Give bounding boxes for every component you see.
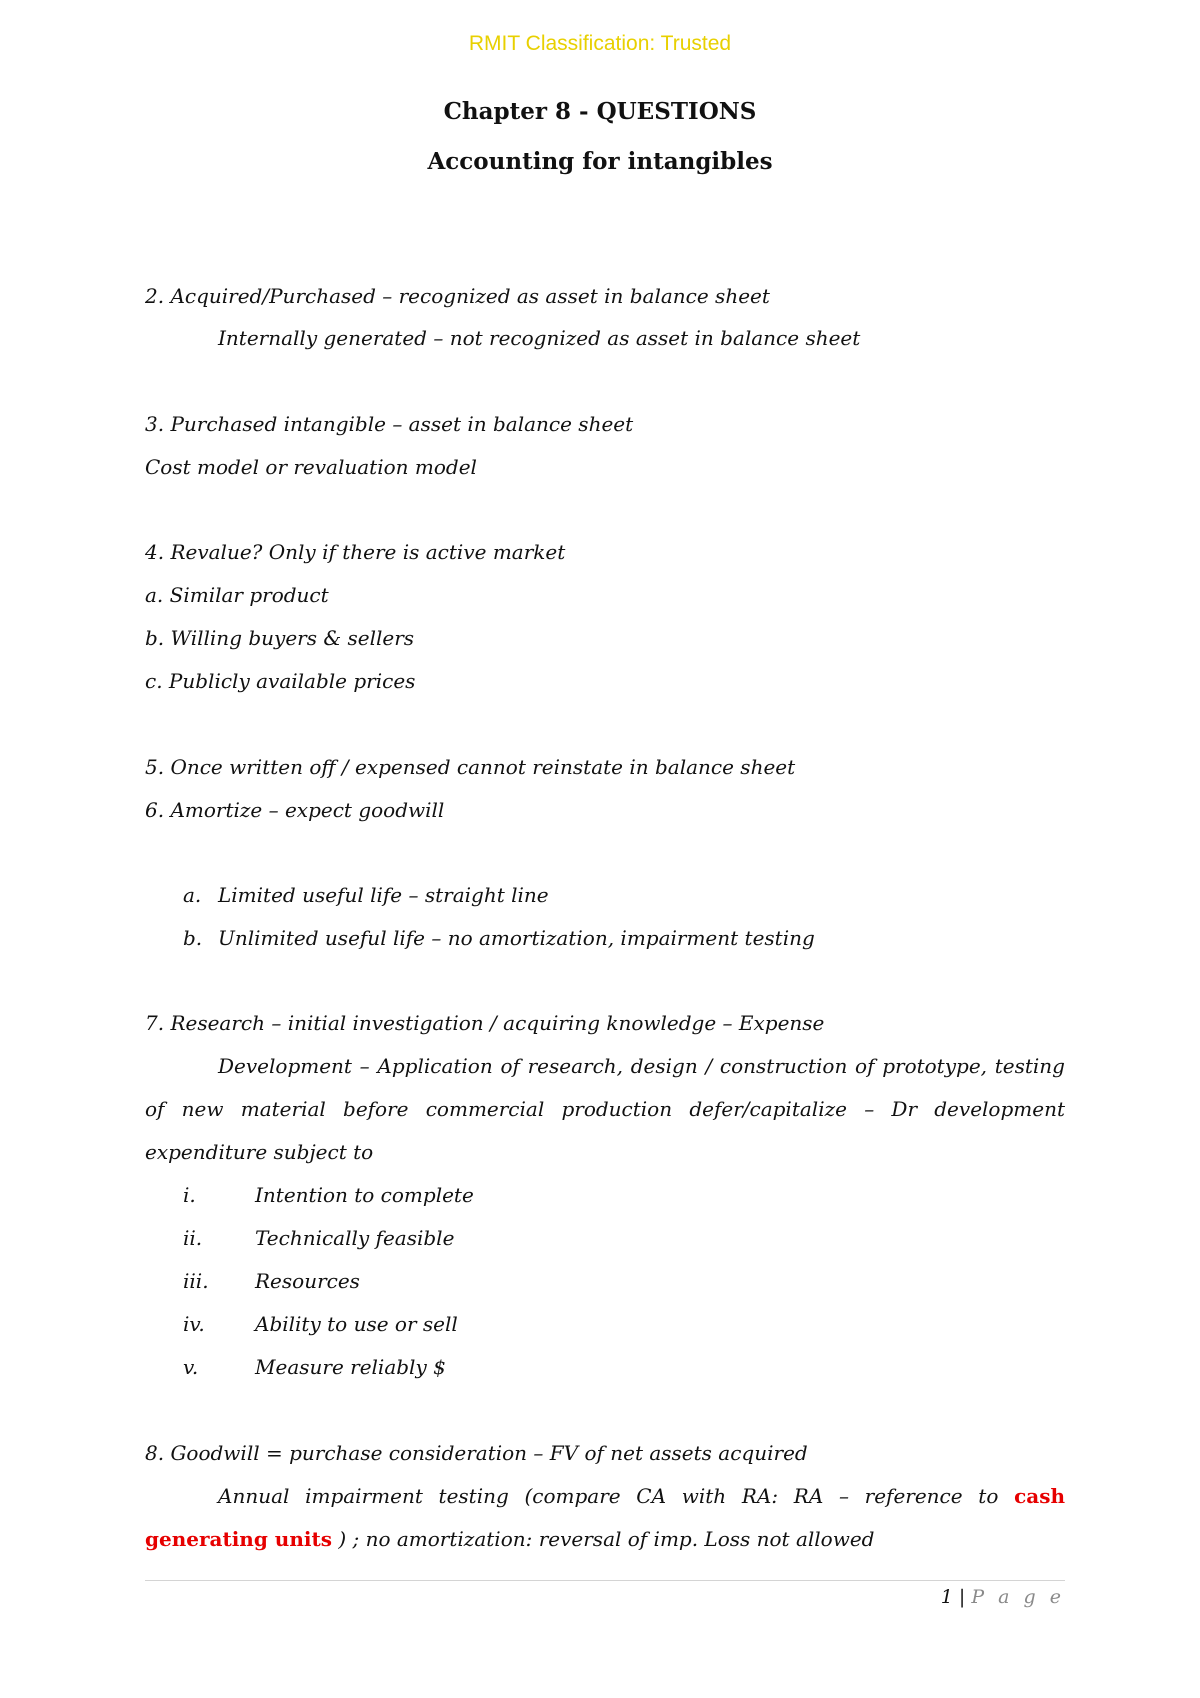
- q8-line1: 8. Goodwill = purchase consideration – FV of net assets acquired: [145, 1441, 808, 1465]
- q2-line2: Internally generated – not recognized as asset in balance sheet: [218, 326, 861, 350]
- q7-item-iii-marker: iii.: [183, 1269, 209, 1293]
- q6-item-b-marker: b.: [183, 926, 203, 950]
- q7-item-ii-text: Technically feasible: [255, 1226, 455, 1250]
- q2-line1: 2. Acquired/Purchased – recognized as asset in balance sheet: [145, 284, 770, 308]
- page-number: 1: [940, 1586, 953, 1608]
- q7-item-iv-text: Ability to use or sell: [255, 1312, 458, 1336]
- q7-development-line2: of new material before commercial production defer/capitalize – Dr development: [145, 1097, 1065, 1121]
- q4-item-b: b. Willing buyers & sellers: [145, 626, 415, 650]
- q8-highlight-generating-units: generating units: [145, 1527, 332, 1551]
- q5-line1: 5. Once written off / expensed cannot reinstate in balance sheet: [145, 755, 796, 779]
- q7-item-iii-text: Resources: [255, 1269, 360, 1293]
- q8-line3-text: ) ; no amortization: reversal of imp. Loss not allowed: [331, 1527, 875, 1551]
- q8-highlight-cash: cash: [1014, 1484, 1065, 1508]
- page-label: P a g e: [971, 1586, 1065, 1608]
- q3-line2: Cost model or revaluation model: [145, 455, 477, 479]
- q7-item-iv-marker: iv.: [183, 1312, 205, 1336]
- subject-title: Accounting for intangibles: [427, 148, 773, 175]
- q7-item-i-text: Intention to complete: [255, 1183, 474, 1207]
- chapter-title: Chapter 8 - QUESTIONS: [443, 98, 757, 125]
- q7-item-i-marker: i.: [183, 1183, 196, 1207]
- q4-line1: 4. Revalue? Only if there is active market: [145, 540, 566, 564]
- q6-item-b-text: Unlimited useful life – no amortization, impairment testing: [218, 926, 815, 950]
- q6-item-a-marker: a.: [183, 883, 202, 907]
- q7-item-v-marker: v.: [183, 1355, 199, 1379]
- q4-item-c: c. Publicly available prices: [145, 669, 416, 693]
- classification-header: RMIT Classification: Trusted: [468, 32, 732, 55]
- q7-development-line3: expenditure subject to: [145, 1140, 374, 1164]
- q7-item-v-text: Measure reliably $: [255, 1355, 446, 1379]
- q4-item-a: a. Similar product: [145, 583, 329, 607]
- q7-development-line1: Development – Application of research, design / construction of prototype, testing: [218, 1054, 1065, 1078]
- q8-line2-text: Annual impairment testing (compare CA with RA: RA – reference to: [218, 1484, 999, 1508]
- page-footer: [941, 1586, 1065, 1608]
- page-separator: |: [958, 1586, 966, 1608]
- q6-line1: 6. Amortize – expect goodwill: [145, 798, 445, 822]
- q8-line2: [218, 1484, 1065, 1508]
- q6-item-a-text: Limited useful life – straight line: [218, 883, 549, 907]
- footer-divider: [145, 1580, 1065, 1581]
- q7-line1: 7. Research – initial investigation / acquiring knowledge – Expense: [145, 1011, 825, 1035]
- q8-line3: [145, 1527, 1065, 1551]
- q3-line1: 3. Purchased intangible – asset in balance sheet: [145, 412, 634, 436]
- q7-item-ii-marker: ii.: [183, 1226, 203, 1250]
